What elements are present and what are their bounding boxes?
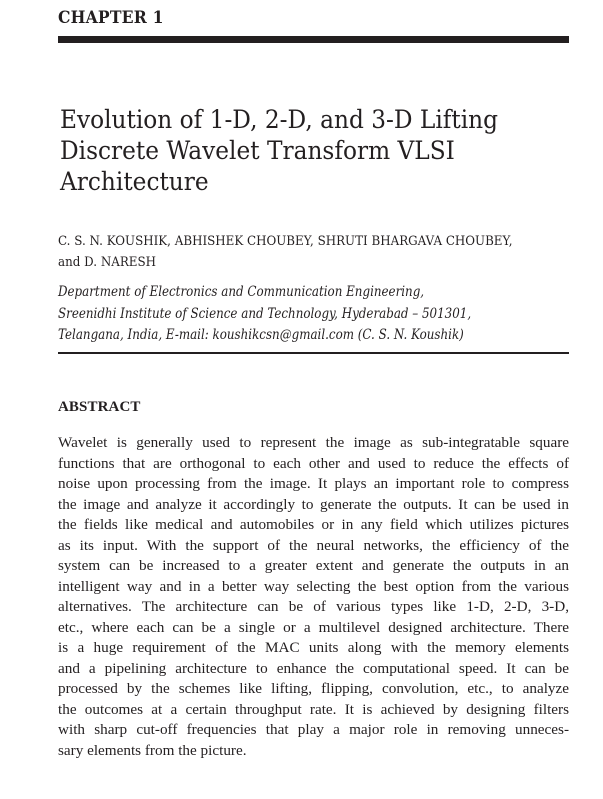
abstract-line: intelligent way and in a better way selecting the best option from the various [58,577,569,595]
abstract-heading: ABSTRACT [58,399,141,415]
affiliation-line: Sreenidhi Institute of Science and Technology, Hyderabad – 501301, [58,305,472,322]
chapter-title-line: Evolution of 1-D, 2-D, and 3-D Lifting [60,105,499,134]
abstract-line: the outcomes at a certain throughput rate. It is achieved by designing filters [58,700,569,718]
abstract-line: the image and analyze it accordingly to generate the outputs. It can be used in [58,495,569,513]
abstract-line: the fields like medical and automobiles or in any field which utilizes pictures [58,516,569,533]
abstract-line: etc., where each can be a single or a multilevel designed architecture. There [58,618,569,636]
author-line: and D. NARESH [58,255,156,270]
abstract-line: system can be increased to a greater extent and generate the outputs in an [58,557,569,574]
abstract-line: with sharp cut-off frequencies that play a major role in removing unneces- [58,721,569,738]
abstract-line: is a huge requirement of the MAC units along with the memory elements [58,639,569,656]
abstract-line: processed by the schemes like lifting, flipping, convolution, etc., to analyze [58,680,569,697]
abstract-line: sary elements from the picture. [58,741,247,759]
author-line: C. S. N. KOUSHIK, ABHISHEK CHOUBEY, SHRUTI BHARGAVA CHOUBEY, [58,234,513,249]
author-list [58,231,534,273]
affiliation-rule [58,352,569,354]
abstract-line: alternatives. The architecture can be of various types like 1-D, 2-D, 3-D, [58,598,569,615]
abstract-line: functions that are orthogonal to each other and used to reduce the effects of [58,454,569,472]
abstract-line: Wavelet is generally used to represent the image as sub-integratable square [58,434,569,451]
abstract-line: as its input. With the support of the neural networks, the efficiency of the [58,536,569,554]
abstract-line: and a pipelining architecture to enhance the computational speed. It can be [58,659,569,677]
chapter-title-line: Discrete Wavelet Transform VLSI [60,136,455,165]
affiliation [58,282,533,347]
abstract-line: noise upon processing from the image. It plays an important role to compress [58,475,569,492]
chapter-label: CHAPTER 1 [58,8,164,28]
affiliation-line: Telangana, India, E-mail: koushikcsn@gmail.com (C. S. N. Koushik) [58,327,464,343]
chapter-rule [58,36,569,43]
affiliation-line: Department of Electronics and Communication Engineering, [58,284,425,300]
abstract-body [58,433,569,761]
chapter-title [60,104,525,197]
chapter-title-line: Architecture [60,167,209,196]
